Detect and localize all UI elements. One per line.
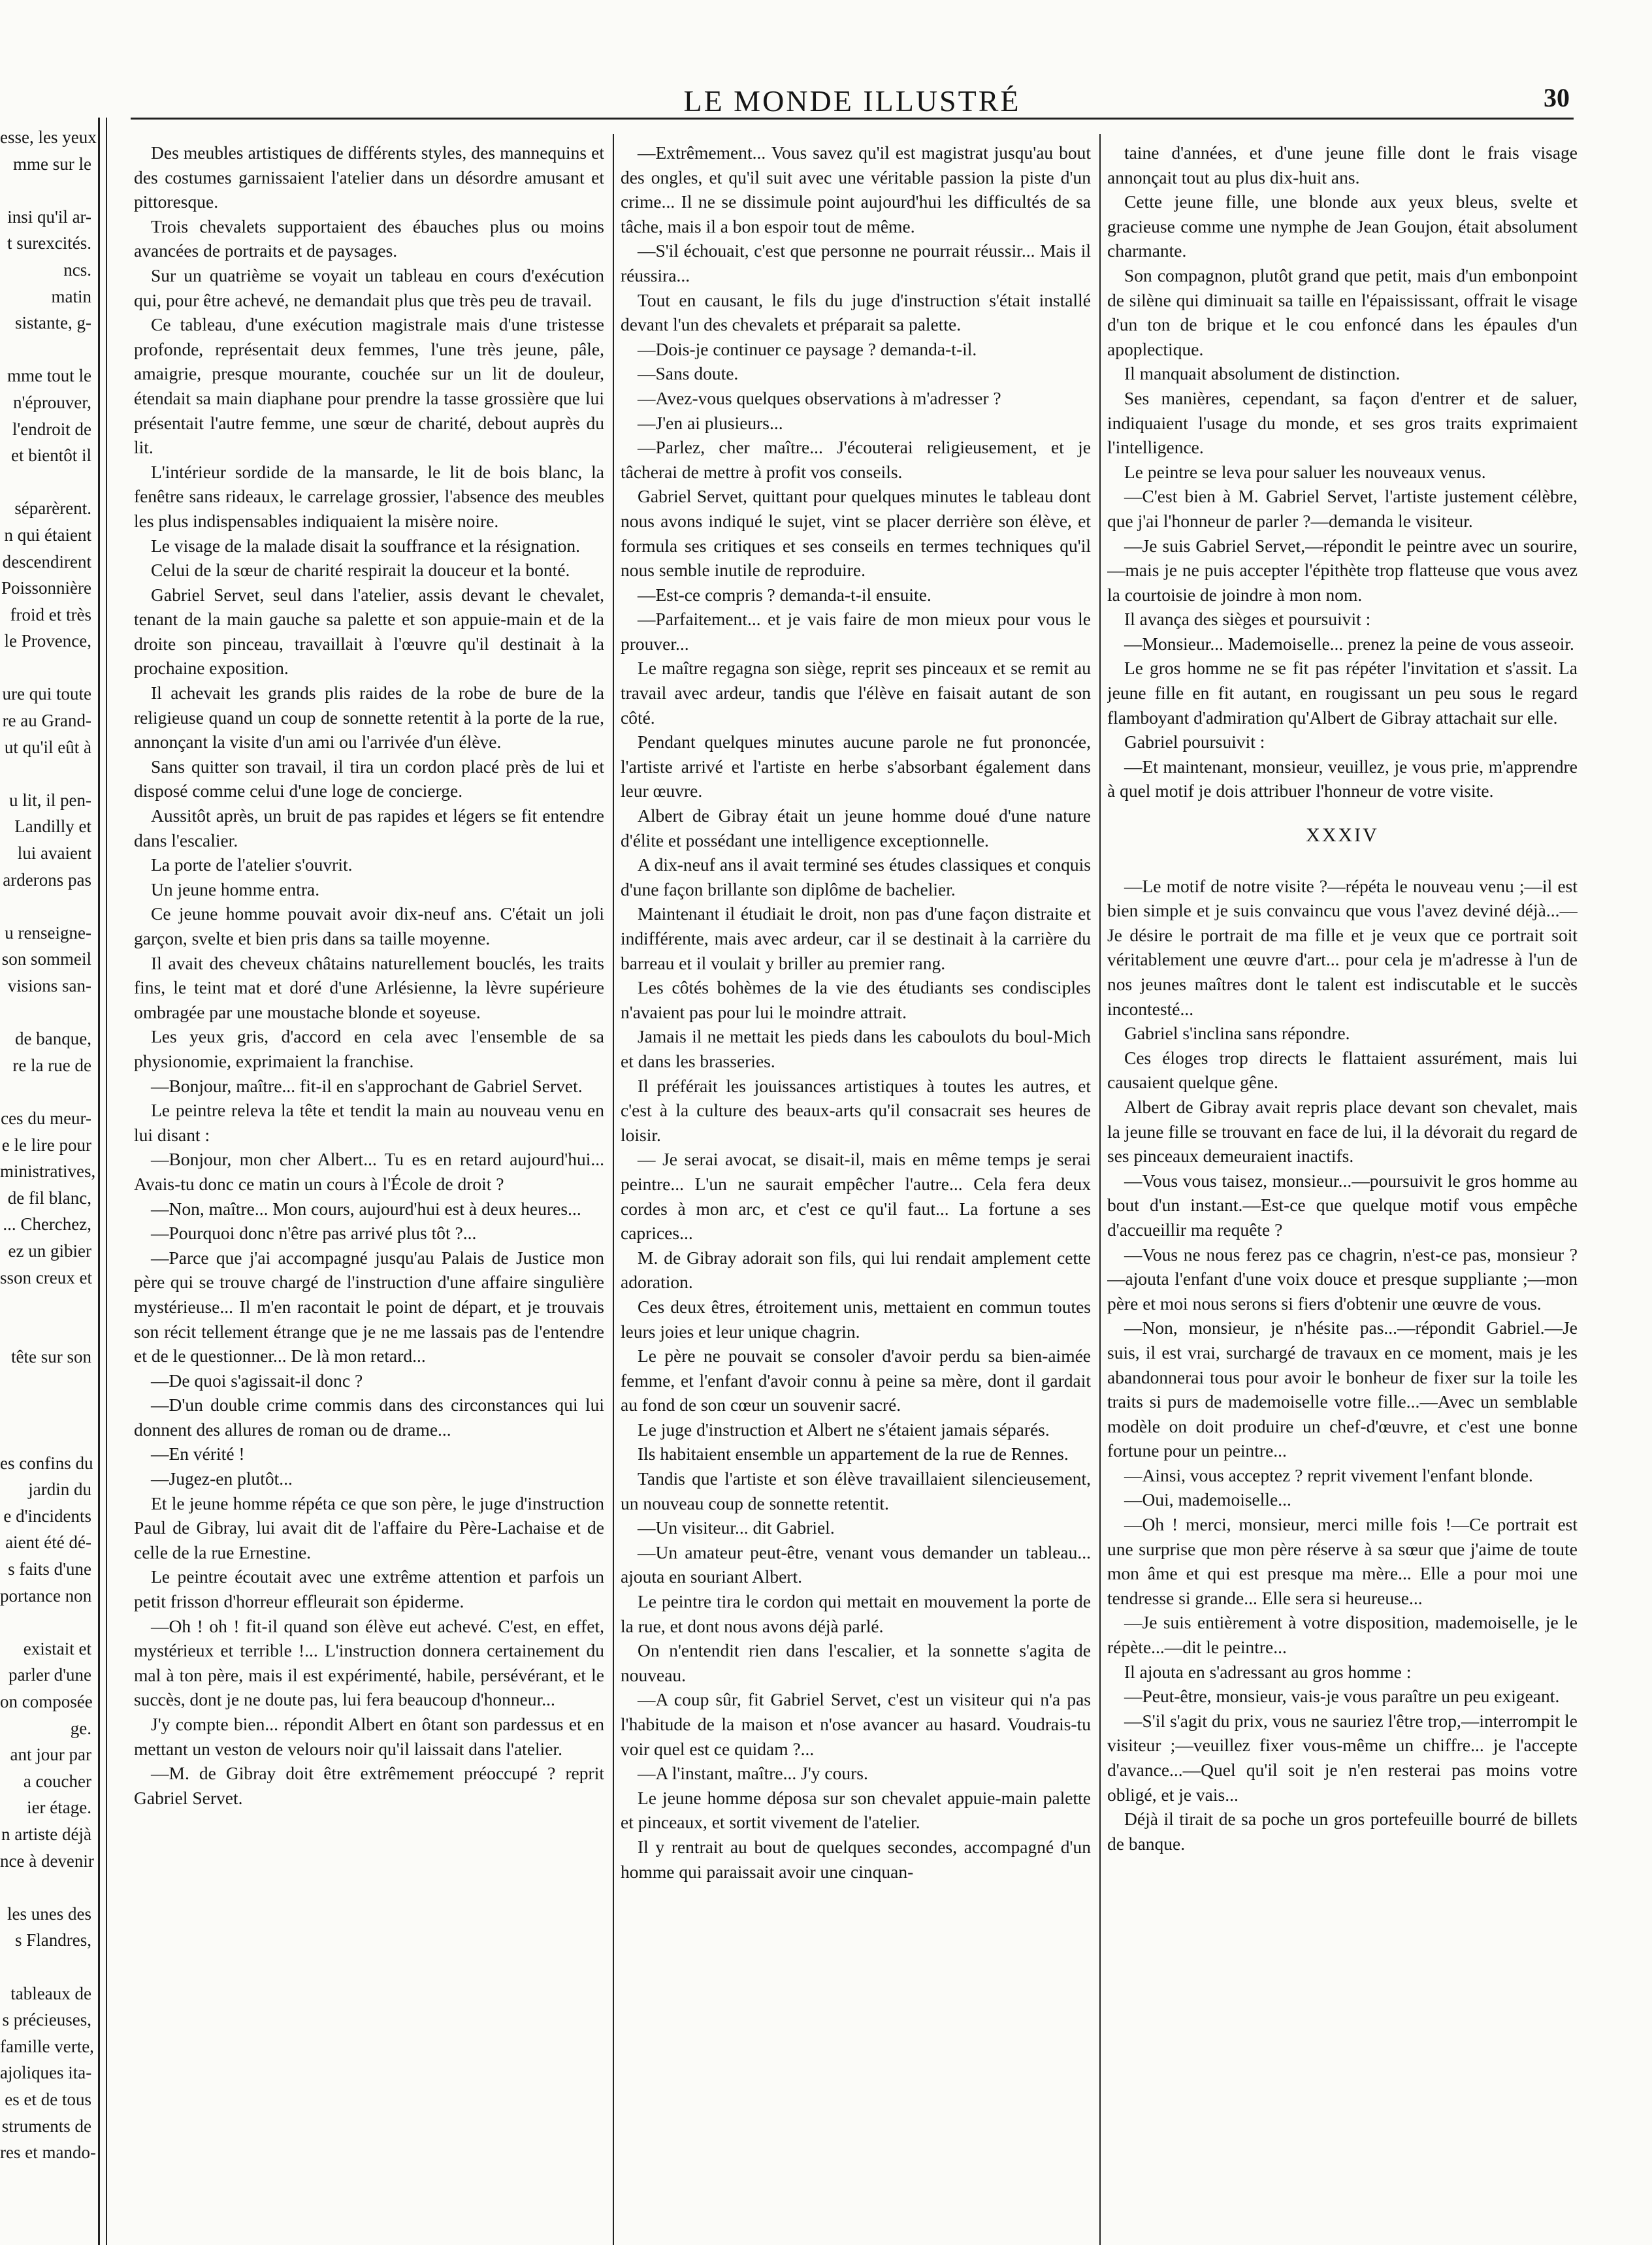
paragraph: Gabriel poursuivit : (1124, 732, 1265, 752)
page-number: 30 (1544, 83, 1570, 112)
edge-fragment: descendirent (2, 551, 91, 572)
edge-fragment: mme sur le (13, 153, 91, 174)
masthead-title: LE MONDE ILLUSTRÉ (683, 84, 1021, 118)
paragraph: Ils habitaient ensemble un appartement de la rue de Rennes. (638, 1444, 1069, 1464)
edge-fragment: ncs. (63, 259, 91, 280)
edge-fragment: on composée (0, 1692, 93, 1712)
paragraph: Il avait des cheveux châtains naturellement bouclés, les traits fins, le teint mat et doré d'une Arlésienne, la lèvre supérieure ombragée par une moustache blonde et soyeuse. (134, 952, 604, 1022)
edge-fragment: n artiste déjà (1, 1824, 91, 1844)
edge-fragment: ut qu'il eût à (4, 737, 91, 757)
paragraph: —S'il s'agit du prix, vous ne sauriez l'être trop,—interrompit le visiteur ;—veuillez fixer vous-même un chiffre... je l'accepte d'avance...—Quel qu'il soit je n'en resterai pas moins votre obligé, et je vais... (1107, 1710, 1578, 1805)
paragraph: Sur un quatrième se voyait un tableau en cours d'exécution qui, pour être achevé, ne demandait plus que très peu de travail. (134, 265, 604, 310)
paragraph: Un jeune homme entra. (151, 879, 320, 899)
edge-fragment: s faits d'une (8, 1559, 91, 1579)
paragraph: —Je suis entièrement à votre disposition, mademoiselle, je le répète...—dit le peintre... (1107, 1612, 1578, 1658)
edge-fragment: ces du meur- (1, 1108, 91, 1128)
paragraph: Le jeune homme déposa sur son chevalet appuie-main palette et pinceaux, et sortit vivement de l'atelier. (621, 1787, 1091, 1833)
edge-fragment: séparèrent. (14, 498, 91, 519)
edge-fragment: ier étage. (27, 1798, 91, 1818)
edge-fragment (0, 1317, 98, 1344)
paragraph: —Dois-je continuer ce paysage ? demanda-t-il. (638, 338, 977, 359)
paragraph: Le peintre releva la tête et tendit la main au nouveau venu en lui disant : (134, 1100, 604, 1145)
paragraph: Son compagnon, plutôt grand que petit, mais d'un embonpoint de silène qui diminuait sa taille en l'épaississant, offrait le visage d'un ton de brique et le cou enfoncé dans les épaules d'un apoplectique. (1107, 265, 1578, 359)
edge-fragment: n qui étaient (4, 525, 91, 545)
edge-fragment: re la rue de (12, 1055, 91, 1075)
edge-fragment: l'endroit de (12, 419, 91, 439)
paragraph: Le gros homme ne se fit pas répéter l'invitation et s'assit. La jeune fille en fit autant, en rougissant un peu sous le regard flamboyant d'admiration qu'Albert de Gibray attachait sur elle. (1107, 658, 1578, 728)
paragraph: Déjà il tirait de sa poche un gros portefeuille bourré de billets de banque. (1107, 1809, 1578, 1854)
edge-fragment (0, 1954, 98, 1980)
paragraph: Cette jeune fille, une blonde aux yeux bleus, svelte et gracieuse comme une nymphe de Jean Goujon, était absolument charmante. (1107, 191, 1578, 261)
edge-fragment (0, 1291, 98, 1317)
edge-fragment: arderons pas (3, 869, 91, 890)
paragraph: —Est-ce compris ? demanda-t-il ensuite. (638, 584, 931, 605)
edge-fragment: ministratives, (0, 1161, 96, 1182)
paragraph: Gabriel Servet, seul dans l'atelier, assis devant le chevalet, tenant de la main gauche sa palette et son appuie-main et de la droite son pinceau, travaillait à l'œuvre qu'il destinait à la prochaine exposition. (134, 584, 604, 679)
paragraph: —Parfaitement... et je vais faire de mon mieux pour vous le prouver... (621, 609, 1091, 654)
edge-fragment: famille verte, (0, 2036, 94, 2056)
paragraph: Il préférait les jouissances artistiques à toutes les autres, et c'est à la culture des beaux-arts qu'il consacrait ses heures de loisir. (621, 1075, 1091, 1145)
paragraph: Jamais il ne mettait les pieds dans les caboulots du boul-Mich et dans les brasseries. (621, 1026, 1091, 1071)
edge-fragment (0, 760, 98, 787)
paragraph: —Vous vous taisez, monsieur...—poursuivit le gros homme au bout d'un instant.—Est-ce que quelque motif vous empêche d'accueillir ma requête ? (1107, 1170, 1578, 1240)
edge-fragment: froid et très (10, 604, 91, 624)
paragraph: —Oh ! merci, monsieur, merci mille fois !—Ce portrait est une surprise que mon père réserve à sa sœur que j'aime de toute mon âme et qui est presque ma mère... Elle a pour moi une tendresse si grande... Elle sera si heureuse... (1107, 1514, 1578, 1608)
paragraph: —Jugez-en plutôt... (151, 1468, 293, 1489)
edge-fragment (0, 177, 98, 204)
text-column-1 (134, 140, 604, 2198)
page-header (131, 78, 1574, 120)
paragraph: La porte de l'atelier s'ouvrit. (151, 854, 353, 875)
edge-fragment: de banque, (15, 1029, 91, 1049)
paragraph: —Vous ne nous ferez pas ce chagrin, n'est-ce pas, monsieur ?—ajouta l'enfant d'une voix douce et presque suppliante ;—mon père et moi nous serons si fiers d'obtenir une œuvre de vous. (1107, 1244, 1578, 1314)
column-rule-2 (1099, 134, 1101, 2245)
paragraph: Aussitôt après, un bruit de pas rapides et légers se fit entendre dans l'escalier. (134, 805, 604, 850)
edge-fragment (0, 1397, 98, 1424)
paragraph: Sans quitter son travail, il tira un cordon placé près de lui et disposé comme celui d'une loge de concierge. (134, 756, 604, 801)
paragraph: Il manquait absolument de distinction. (1124, 363, 1401, 384)
paragraph: M. de Gibray adorait son fils, qui lui rendait amplement cette adoration. (621, 1247, 1091, 1293)
paragraph: Le peintre écoutait avec une extrême attention et parfois un petit frisson d'horreur effleurait son épiderme. (134, 1566, 604, 1612)
paragraph: J'y compte bien... répondit Albert en ôtant son pardessus et en mettant un veston de velours noir qu'il laissait dans l'atelier. (134, 1714, 604, 1759)
paragraph: —Avez-vous quelques observations à m'adresser ? (638, 387, 1001, 408)
edge-fragment: le Provence, (4, 631, 91, 651)
paragraph: Trois chevalets supportaient des ébauches plus ou moins avancées de portraits et de paysages. (134, 216, 604, 261)
edge-fragment: Poissonnière (1, 578, 91, 598)
edge-fragment: a coucher (23, 1771, 91, 1791)
paragraph: Le maître regagna son siège, reprit ses pinceaux et se remit au travail avec ardeur, tandis que l'élève en faisait autant de son côté. (621, 658, 1091, 728)
paragraph: — Je serai avocat, se disait-il, mais en même temps je serai peintre... L'un ne saurait empêcher l'autre... Cela fera deux cordes à mon arc, et c'est ce qu'il faut... La fortune a ses caprices... (621, 1149, 1091, 1244)
paragraph: taine d'années, et d'une jeune fille dont le frais visage annonçait tout au plus dix-huit ans. (1107, 142, 1578, 187)
paragraph: Ces deux êtres, étroitement unis, mettaient en commun toutes leurs joies et leur unique chagrin. (621, 1296, 1091, 1342)
paragraph: —Parlez, cher maître... J'écouterai religieusement, et je tâcherai de mettre à profit vos conseils. (621, 437, 1091, 482)
paragraph: —Un visiteur... dit Gabriel. (638, 1517, 835, 1538)
paragraph: —Et maintenant, monsieur, veuillez, je vous prie, m'apprendre à quel motif je dois attribuer l'honneur de votre visite. (1107, 756, 1578, 801)
paragraph: —J'en ai plusieurs... (638, 412, 783, 433)
paragraph: —En vérité ! (151, 1444, 245, 1464)
paragraph: —Sans doute. (638, 363, 739, 384)
paragraph: Il y rentrait au bout de quelques secondes, accompagné d'un homme qui paraissait avoir une cinquan- (621, 1836, 1091, 1882)
edge-fragment: tête sur son (11, 1347, 91, 1367)
paragraph: —Un amateur peut-être, venant vous demander un tableau... ajouta en souriant Albert. (621, 1542, 1091, 1587)
paragraph: Celui de la sœur de charité respirait la douceur et la bonté. (151, 560, 570, 581)
page-gutter-rule (98, 118, 100, 2245)
edge-fragment: ant jour par (10, 1745, 91, 1765)
edge-fragment: u lit, il pen- (9, 790, 91, 810)
paragraph: —Monsieur... Mademoiselle... prenez la peine de vous asseoir. (1124, 633, 1574, 654)
edge-fragment: nce à devenir (0, 1850, 94, 1871)
paragraph: Et le jeune homme répéta ce que son père, le juge d'instruction Paul de Gibray, lui avait dit de l'affaire du Père-Lachaise et de celle de la rue Ernestine. (134, 1493, 604, 1562)
paragraph: Albert de Gibray avait repris place devant son chevalet, mais la jeune fille se trouvant en face de lui, il la dévorait du regard de ses pinceaux demeuraient inactifs. (1107, 1096, 1578, 1167)
edge-fragment: es et de tous (5, 2089, 91, 2109)
edge-fragment: de fil blanc, (7, 1187, 91, 1208)
paragraph: Tout en causant, le fils du juge d'instruction s'était installé devant l'un des chevalets et préparait sa palette. (621, 289, 1091, 335)
paragraph: —Peut-être, monsieur, vais-je vous paraître un peu exigeant. (1124, 1686, 1560, 1707)
paragraph: —Je suis Gabriel Servet,—répondit le peintre avec un sourire,—mais je ne puis accepter l'épithète trop flatteuse que vous avez la courtoisie de joindre à mon nom. (1107, 535, 1578, 605)
edge-fragment: res et mando- (0, 2142, 96, 2163)
text-column-3 (1107, 140, 1578, 2198)
edge-fragment: parler d'une (8, 1665, 91, 1685)
paragraph: On n'entendit rien dans l'escalier, et la sonnette s'agita de nouveau. (621, 1640, 1091, 1685)
edge-fragment: u renseigne- (5, 922, 91, 943)
page-gutter-rule-inner (106, 118, 107, 2245)
edge-fragment: les unes des (7, 1903, 91, 1924)
paragraph: Les yeux gris, d'accord en cela avec l'ensemble de sa physionomie, exprimaient la franchise. (134, 1026, 604, 1071)
edge-fragment: e le lire pour (1, 1135, 91, 1155)
paragraph: Le juge d'instruction et Albert ne s'étaient jamais séparés. (638, 1419, 1050, 1440)
edge-fragment: jardin du (28, 1479, 91, 1500)
edge-fragment: tableaux de (10, 1983, 91, 2003)
edge-fragment: portance non (0, 1585, 92, 1606)
column-rule-1 (613, 134, 614, 2245)
edge-fragment (0, 1370, 98, 1397)
edge-fragment: ure qui toute (2, 684, 91, 704)
edge-fragment: sson creux et (0, 1267, 92, 1287)
paragraph: Ce jeune homme pouvait avoir dix-neuf ans. C'était un joli garçon, svelte et bien pris dans sa taille moyenne. (134, 903, 604, 948)
paragraph: —Extrêmement... Vous savez qu'il est magistrat jusqu'au bout des ongles, et qu'il suit avec une véritable passion la piste d'un crime... Il ne se dissimule point aujourd'hui les difficultés de sa tâche, mais il a bon espoir tout de même. (621, 142, 1091, 236)
paragraph: Gabriel s'inclina sans répondre. (1124, 1023, 1350, 1044)
edge-fragment: s Flandres, (15, 1930, 91, 1950)
edge-fragment: visions san- (7, 976, 91, 995)
paragraph: Ces éloges trop directs le flattaient assurément, mais lui causaient quelque gêne. (1107, 1047, 1578, 1093)
edge-fragment (0, 469, 98, 496)
edge-fragment: Landilly et (14, 816, 91, 837)
paragraph: Il ajouta en s'adressant au gros homme : (1124, 1661, 1412, 1682)
paragraph: —Non, monsieur, je n'hésite pas...—répondit Gabriel.—Je suis, il est vrai, surchargé de travaux en ce moment, mais je les abandonnerai tous pour avoir le bonheur de fixer sur la toile les traits si purs de mademoiselle votre fille...—Avec un semblable modèle on doit produire un chef-d'œuvre, et c'est une bonne fortune pour un peintre... (1107, 1317, 1578, 1461)
edge-fragment (0, 999, 98, 1026)
edge-fragment: n'éprouver, (13, 392, 91, 412)
edge-fragment: re au Grand- (2, 711, 91, 731)
previous-page-edge (0, 124, 98, 2188)
paragraph: —Bonjour, mon cher Albert... Tu es en retard aujourd'hui... Avais-tu donc ce matin un cours à l'École de droit ? (134, 1149, 604, 1194)
edge-fragment: ez un gibier (8, 1240, 91, 1261)
paragraph: —Oh ! oh ! fit-il quand son élève eut achevé. C'est, en effet, mystérieux et terrible !... L'instruction donnera certainement du mal à ton père, mais il est expérimenté, habile, persévérant, et le succès, dont je ne doute pas, lui fera beaucoup d'honneur... (134, 1615, 604, 1710)
paragraph: —De quoi s'agissait-il donc ? (151, 1370, 363, 1391)
paragraph: Ses manières, cependant, sa façon d'entrer et de saluer, indiquaient l'usage du monde, et ses gros traits exprimaient l'intelligence. (1107, 387, 1578, 458)
paragraph: —S'il échouait, c'est que personne ne pourrait réussir... Mais il réussira... (621, 240, 1091, 285)
edge-fragment: e d'incidents (3, 1506, 91, 1526)
paragraph: Maintenant il étudiait le droit, non pas d'une façon distraite et indifférente, mais avec ardeur, car il se destinait à la carrière du barreau et il voulait y briller au premier rang. (621, 903, 1091, 973)
edge-fragment: lui avaient (17, 843, 91, 864)
edge-fragment: mme tout le (7, 366, 91, 386)
edge-fragment (0, 1609, 98, 1636)
edge-fragment: existait et (23, 1638, 91, 1658)
chapter-heading: XXXIV (1306, 824, 1379, 847)
edge-fragment: et bientôt il (11, 445, 91, 466)
edge-fragment (0, 1874, 98, 1901)
paragraph: Le peintre se leva pour saluer les nouveaux venus. (1124, 461, 1486, 482)
edge-fragment (0, 1423, 98, 1450)
edge-fragment (0, 893, 98, 920)
paragraph: —C'est bien à M. Gabriel Servet, l'artiste justement célèbre, que j'ai l'honneur de parler ?—demanda le visiteur. (1107, 486, 1578, 531)
paragraph: —Non, maître... Mon cours, aujourd'hui est à deux heures... (151, 1198, 581, 1219)
paragraph: —A coup sûr, fit Gabriel Servet, c'est un visiteur qui n'a pas l'habitude de la maison et n'ose avancer au hasard. Voudrais-tu voir quel est ce quidam ?... (621, 1689, 1091, 1759)
paragraph: Il avança des sièges et poursuivit : (1124, 609, 1371, 630)
paragraph: Gabriel Servet, quittant pour quelques minutes le tableau dont nous avons indiqué le sujet, vint se placer derrière son élève, et formula ses critiques et ses conseils en termes techniques qu'il nous semble inutile de reproduire. (621, 486, 1091, 581)
edge-fragment (0, 654, 98, 681)
paragraph: —Ainsi, vous acceptez ? reprit vivement l'enfant blonde. (1124, 1464, 1533, 1485)
paragraph: —Oui, mademoiselle... (1124, 1489, 1291, 1510)
edge-fragment: es confins du (0, 1453, 93, 1473)
paragraph: Ce tableau, d'une exécution magistrale mais d'une tristesse profonde, représentait deux femmes, l'une très jeune, pâle, amaigrie, presque mourante, couchée sur un lit de douleur, étendait sa main diaphane pour prendre la tasse grossière que lui présentait l'autre femme, une sœur de charité, debout auprès du lit. (134, 314, 604, 458)
edge-fragment: insi qu'il ar- (7, 206, 91, 227)
paragraph: —Pourquoi donc n'être pas arrivé plus tôt ?... (151, 1223, 477, 1244)
edge-fragment: matin (51, 286, 91, 306)
paragraph: Pendant quelques minutes aucune parole ne fut prononcée, l'artiste arrivé et l'artiste en herbe s'absorbant également dans leur œuvre. (621, 732, 1091, 801)
text-column-2 (621, 140, 1091, 2198)
paragraph: —A l'instant, maître... J'y cours. (638, 1763, 868, 1784)
paragraph: Tandis que l'artiste et son élève travaillaient silencieusement, un nouveau coup de sonnette retentit. (621, 1468, 1091, 1513)
paragraph: —Bonjour, maître... fit-il en s'approchant de Gabriel Servet. (151, 1075, 583, 1096)
paragraph: Le visage de la malade disait la souffrance et la résignation. (151, 535, 580, 556)
edge-fragment: aient été dé- (5, 1532, 91, 1553)
paragraph: Le père ne pouvait se consoler d'avoir perdu sa bien-aimée femme, et l'enfant d'avoir connu à peine sa mère, dont il gardait au fond de son cœur un souvenir sacré. (621, 1346, 1091, 1415)
paragraph: —Le motif de notre visite ?—répéta le nouveau venu ;—il est bien simple et je suis convaincu que vous l'avez deviné déjà...—Je désire le portrait de ma fille et je veux que ce portrait soit véritablement une œuvre d'art... pour cela je m'adresse à l'un de nos jeunes maîtres dont le talent est indiscutable et le succès incontesté... (1107, 875, 1578, 1019)
paragraph: —Parce que j'ai accompagné jusqu'au Palais de Justice mon père qui se trouve chargé de l'instruction d'une affaire singulière mystérieuse... Il m'en racontait le point de départ, et je trouvais son récit tellement étrange que je ne me lassais pas de l'entendre et de le questionner... De là mon retard... (134, 1247, 604, 1366)
paragraph: Albert de Gibray était un jeune homme doué d'une nature d'élite et possédant une intelligence exceptionnelle. (621, 805, 1091, 850)
edge-fragment: ... Cherchez, (3, 1214, 91, 1235)
paragraph: L'intérieur sordide de la mansarde, le lit de bois blanc, la fenêtre sans rideaux, le carrelage grossier, l'absence des meubles les plus indispensables indiquaient la misère noire. (134, 461, 604, 531)
edge-fragment (0, 336, 98, 363)
edge-fragment: son sommeil (1, 949, 91, 969)
edge-fragment: s précieuses, (2, 2010, 91, 2030)
edge-fragment: esse, les yeux (0, 127, 97, 147)
paragraph: —D'un double crime commis dans des circonstances qui lui donnent des allures de roman ou de drame... (134, 1395, 604, 1440)
edge-fragment: ajoliques ita- (0, 2063, 92, 2083)
paragraph: Des meubles artistiques de différents styles, des mannequins et des costumes garnissaient l'atelier dans un désordre amusant et pittoresque. (134, 142, 604, 212)
paragraph: Il achevait les grands plis raides de la robe de bure de la religieuse quand un coup de sonnette retentit à la porte de la rue, annonçant la visite d'un ami ou l'arrivée d'un élève. (134, 683, 604, 752)
edge-fragment: sistante, g- (15, 313, 91, 333)
paragraph: Les côtés bohèmes de la vie des étudiants ses condisciples n'avaient pas pour lui le moindre attrait. (621, 977, 1091, 1022)
edge-fragment (0, 1078, 98, 1105)
paragraph: A dix-neuf ans il avait terminé ses études classiques et conquis d'une façon brillante son diplôme de bachelier. (621, 854, 1091, 899)
paragraph: —M. de Gibray doit être extrêmement préoccupé ? reprit Gabriel Servet. (134, 1763, 604, 1808)
edge-fragment: struments de (1, 2116, 91, 2136)
paragraph: Le peintre tira le cordon qui mettait en mouvement la porte de la rue, et dont nous avons déjà parlé. (621, 1591, 1091, 1636)
edge-fragment: ge. (70, 1718, 91, 1738)
edge-fragment: t surexcités. (7, 233, 91, 253)
